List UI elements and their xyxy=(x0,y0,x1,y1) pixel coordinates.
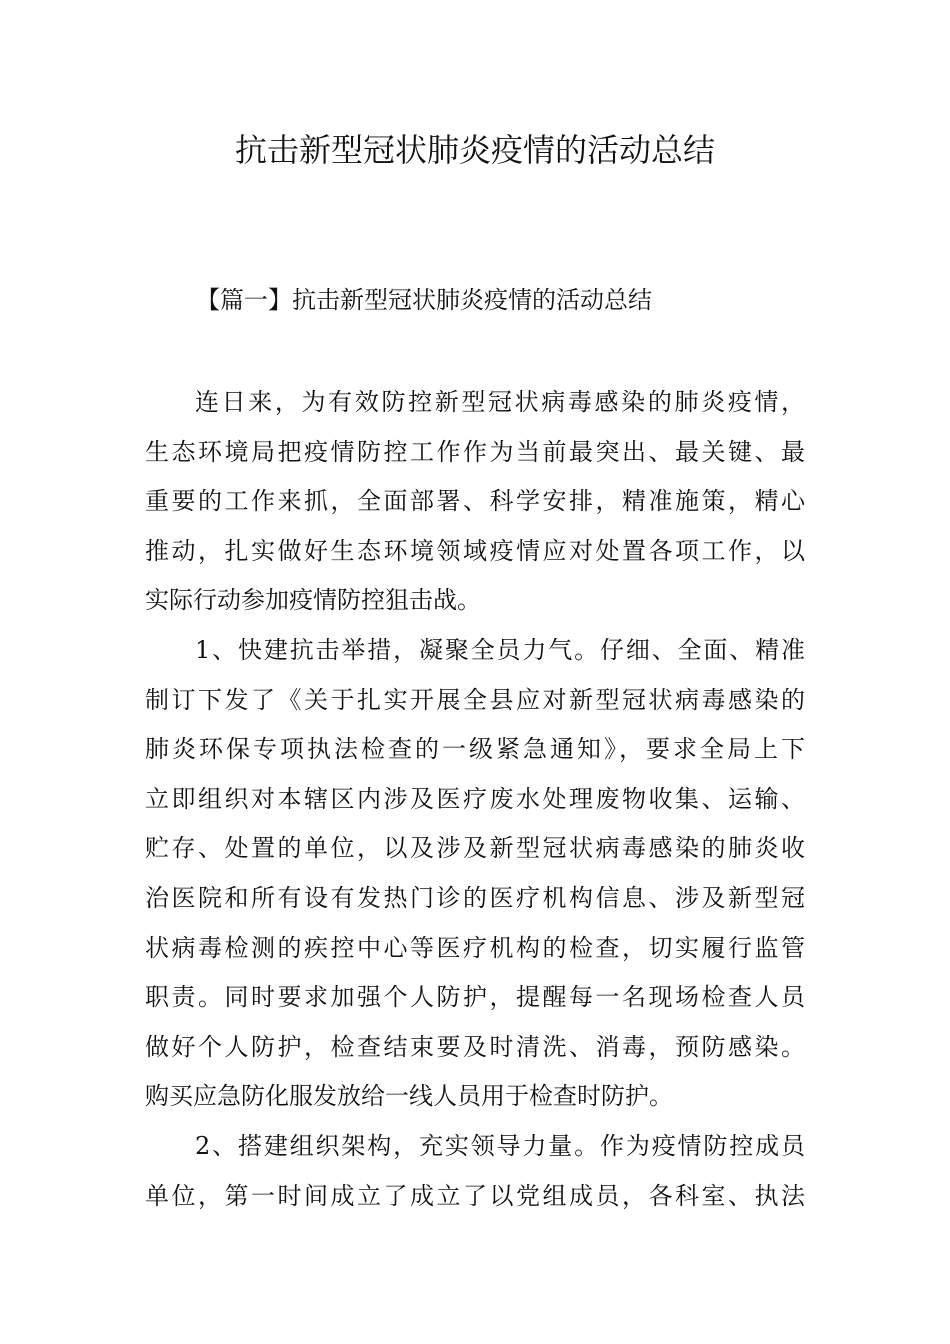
paragraph-line: 做好个人防护，检查结束要及时清洗、消毒，预防感染。 xyxy=(145,1032,805,1061)
paragraph-line: 重要的工作来抓，全面部署、科学安排，精准施策，精心 xyxy=(145,487,805,516)
paragraph-line: 2、搭建组织架构，充实领导力量。作为疫情防控成员 xyxy=(195,1131,805,1160)
paragraph-line: 制订下发了《关于扎实开展全县应对新型冠状病毒感染的 xyxy=(145,685,805,714)
paragraph-line: 状病毒检测的疾控中心等医疗机构的检查，切实履行监管 xyxy=(145,933,805,962)
paragraph-1 xyxy=(145,378,805,626)
paragraph-line: 购买应急防化服发放给一线人员用于检查时防护。 xyxy=(145,1082,673,1111)
paragraph-line: 职责。同时要求加强个人防护，提醒每一名现场检查人员 xyxy=(145,983,805,1012)
paragraph-line: 实际行动参加疫情防控狙击战。 xyxy=(145,586,481,615)
paragraph-line: 连日来，为有效防控新型冠状病毒感染的肺炎疫情， xyxy=(195,388,805,416)
paragraph-line: 单位，第一时间成立了成立了以党组成员，各科室、执法 xyxy=(145,1181,805,1210)
paragraph-line: 肺炎环保专项执法检查的一级紧急通知》，要求全局上下 xyxy=(145,735,805,764)
paragraph-2 xyxy=(145,626,805,1122)
paragraph-line: 治医院和所有设有发热门诊的医疗机构信息、涉及新型冠 xyxy=(145,883,805,912)
paragraph-line: 贮存、处置的单位，以及涉及新型冠状病毒感染的肺炎收 xyxy=(145,834,805,863)
document-title: 抗击新型冠状肺炎疫情的活动总结 xyxy=(234,131,715,169)
document-body xyxy=(145,378,805,1221)
paragraph-line: 1、快建抗击举措，凝聚全员力气。仔细、全面、精准 xyxy=(195,635,805,664)
paragraph-line: 推动，扎实做好生态环境领域疫情应对处置各项工作，以 xyxy=(145,536,805,565)
paragraph-line: 立即组织对本辖区内涉及医疗废水处理废物收集、运输、 xyxy=(145,784,805,813)
section-heading: 【篇一】抗击新型冠状肺炎疫情的活动总结 xyxy=(196,286,652,314)
paragraph-3 xyxy=(145,1122,805,1221)
paragraph-line: 生态环境局把疫情防控工作作为当前最突出、最关键、最 xyxy=(145,437,805,466)
